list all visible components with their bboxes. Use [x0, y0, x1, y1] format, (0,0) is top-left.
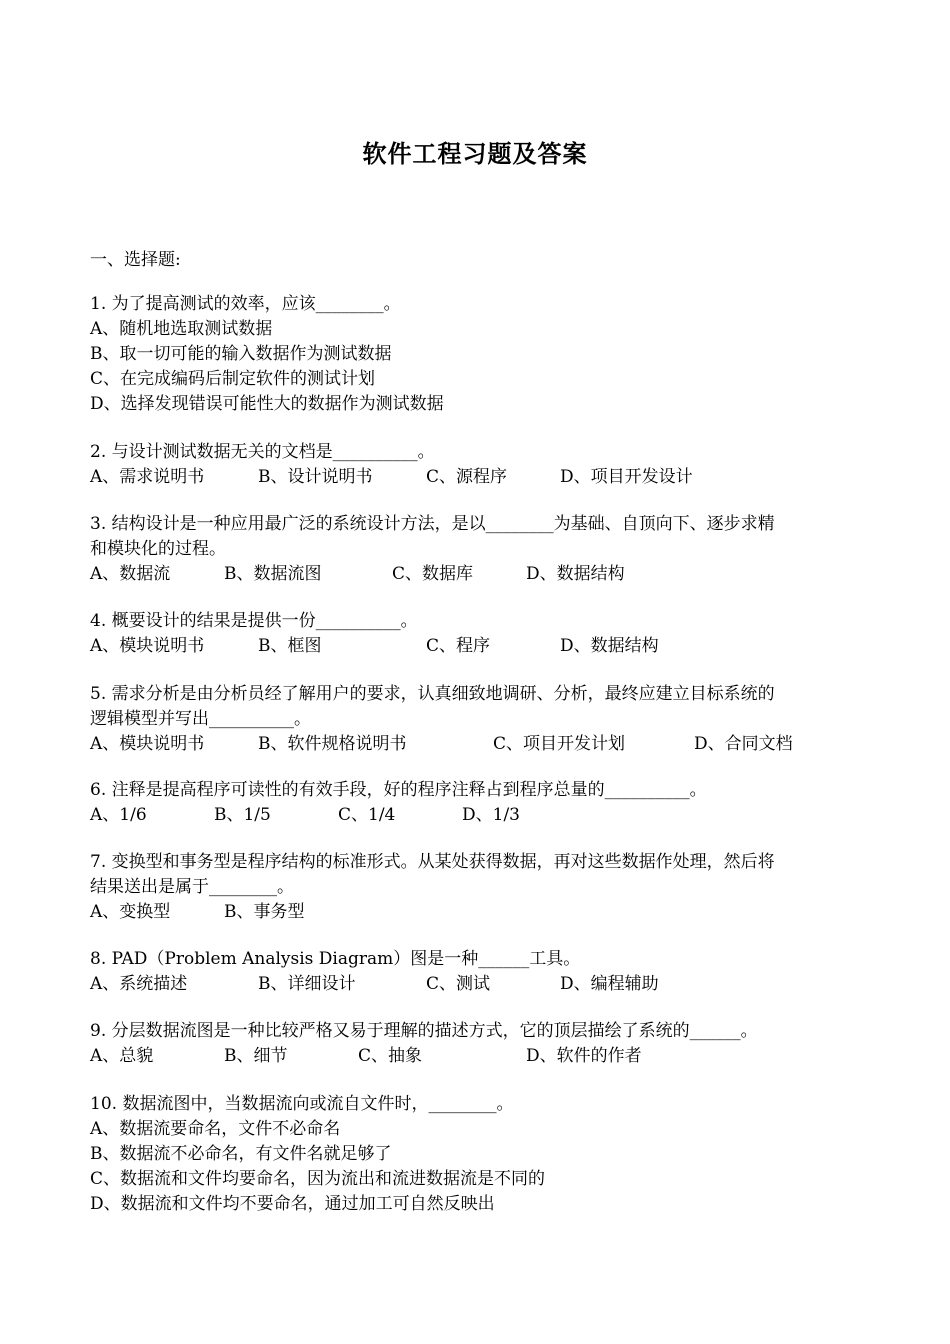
question-5 — [90, 682, 870, 757]
option-d: D、编程辅助 — [560, 974, 659, 994]
option-c: C、1/4 — [338, 805, 396, 825]
question-text: 3. 结构设计是一种应用最广泛的系统设计方法，是以________为基础、自顶向下、逐步求精 — [90, 514, 775, 534]
option-d: D、合同文档 — [694, 734, 793, 754]
option-b: B、数据流不必命名，有文件名就足够了 — [90, 1144, 392, 1164]
question-text: 8. PAD（Problem Analysis Diagram）图是一种______工具。 — [90, 949, 581, 969]
question-4 — [90, 609, 870, 659]
options-row — [90, 732, 870, 757]
options-row — [90, 562, 870, 587]
option-b: B、设计说明书 — [258, 467, 373, 487]
options-row — [90, 1044, 870, 1069]
option-d: D、数据结构 — [560, 636, 659, 656]
option-a: A、数据流 — [90, 564, 171, 584]
option-b: B、详细设计 — [258, 974, 356, 994]
option-a: A、模块说明书 — [90, 636, 205, 656]
question-text: 10. 数据流图中，当数据流向或流自文件时，________。 — [90, 1094, 514, 1114]
option-a: A、模块说明书 — [90, 734, 205, 754]
option-a: A、变换型 — [90, 902, 171, 922]
option-b: B、1/5 — [214, 805, 271, 825]
question-3 — [90, 512, 870, 587]
options-row — [90, 900, 870, 925]
question-text-cont: 结果送出是属于________。 — [90, 877, 294, 897]
option-a: A、总貌 — [90, 1046, 154, 1066]
option-a: A、需求说明书 — [90, 467, 205, 487]
question-7 — [90, 850, 870, 925]
option-d: D、数据结构 — [526, 564, 625, 584]
options-row — [90, 972, 870, 997]
section-heading: 一、选择题: — [90, 250, 181, 270]
options-row — [90, 634, 870, 659]
option-c: C、项目开发计划 — [493, 734, 626, 754]
option-b: B、细节 — [224, 1046, 288, 1066]
option-d: D、选择发现错误可能性大的数据作为测试数据 — [90, 394, 444, 414]
option-c: C、抽象 — [358, 1046, 423, 1066]
question-text-cont: 和模块化的过程。 — [90, 539, 226, 559]
question-9 — [90, 1019, 870, 1069]
question-text: 5. 需求分析是由分析员经了解用户的要求，认真细致地调研、分析，最终应建立目标系统的 — [90, 684, 775, 704]
question-text-cont: 逻辑模型并写出__________。 — [90, 709, 311, 729]
option-d: D、1/3 — [462, 805, 520, 825]
option-b: B、取一切可能的输入数据作为测试数据 — [90, 344, 392, 364]
option-c: C、程序 — [426, 636, 491, 656]
option-c: C、测试 — [426, 974, 491, 994]
option-a: A、随机地选取测试数据 — [90, 319, 273, 339]
option-d: D、项目开发设计 — [560, 467, 693, 487]
question-6 — [90, 778, 870, 828]
option-a: A、系统描述 — [90, 974, 188, 994]
question-10 — [90, 1092, 870, 1217]
option-d: D、软件的作者 — [526, 1046, 642, 1066]
options-row — [90, 465, 870, 490]
option-b: B、数据流图 — [224, 564, 322, 584]
question-text: 9. 分层数据流图是一种比较严格又易于理解的描述方式，它的顶层描绘了系统的______。 — [90, 1021, 758, 1041]
question-8 — [90, 947, 870, 997]
document-title: 软件工程习题及答案 — [362, 140, 588, 168]
option-c: C、数据库 — [392, 564, 474, 584]
question-text: 1. 为了提高测试的效率，应该________。 — [90, 294, 401, 314]
option-b: B、框图 — [258, 636, 322, 656]
option-a: A、1/6 — [90, 805, 147, 825]
question-text: 2. 与设计测试数据无关的文档是__________。 — [90, 442, 435, 462]
question-text: 6. 注释是提高程序可读性的有效手段，好的程序注释占到程序总量的__________。 — [90, 780, 707, 800]
option-a: A、数据流要命名，文件不必命名 — [90, 1119, 341, 1139]
option-b: B、软件规格说明书 — [258, 734, 407, 754]
question-2 — [90, 440, 870, 490]
question-1 — [90, 292, 870, 417]
options-row — [90, 803, 870, 828]
option-d: D、数据流和文件均不要命名，通过加工可自然反映出 — [90, 1194, 495, 1214]
option-c: C、在完成编码后制定软件的测试计划 — [90, 369, 376, 389]
question-text: 7. 变换型和事务型是程序结构的标准形式。从某处获得数据，再对这些数据作处理，然后将 — [90, 852, 775, 872]
option-c: C、源程序 — [426, 467, 508, 487]
question-text: 4. 概要设计的结果是提供一份__________。 — [90, 611, 418, 631]
option-b: B、事务型 — [224, 902, 305, 922]
option-c: C、数据流和文件均要命名，因为流出和流进数据流是不同的 — [90, 1169, 546, 1189]
